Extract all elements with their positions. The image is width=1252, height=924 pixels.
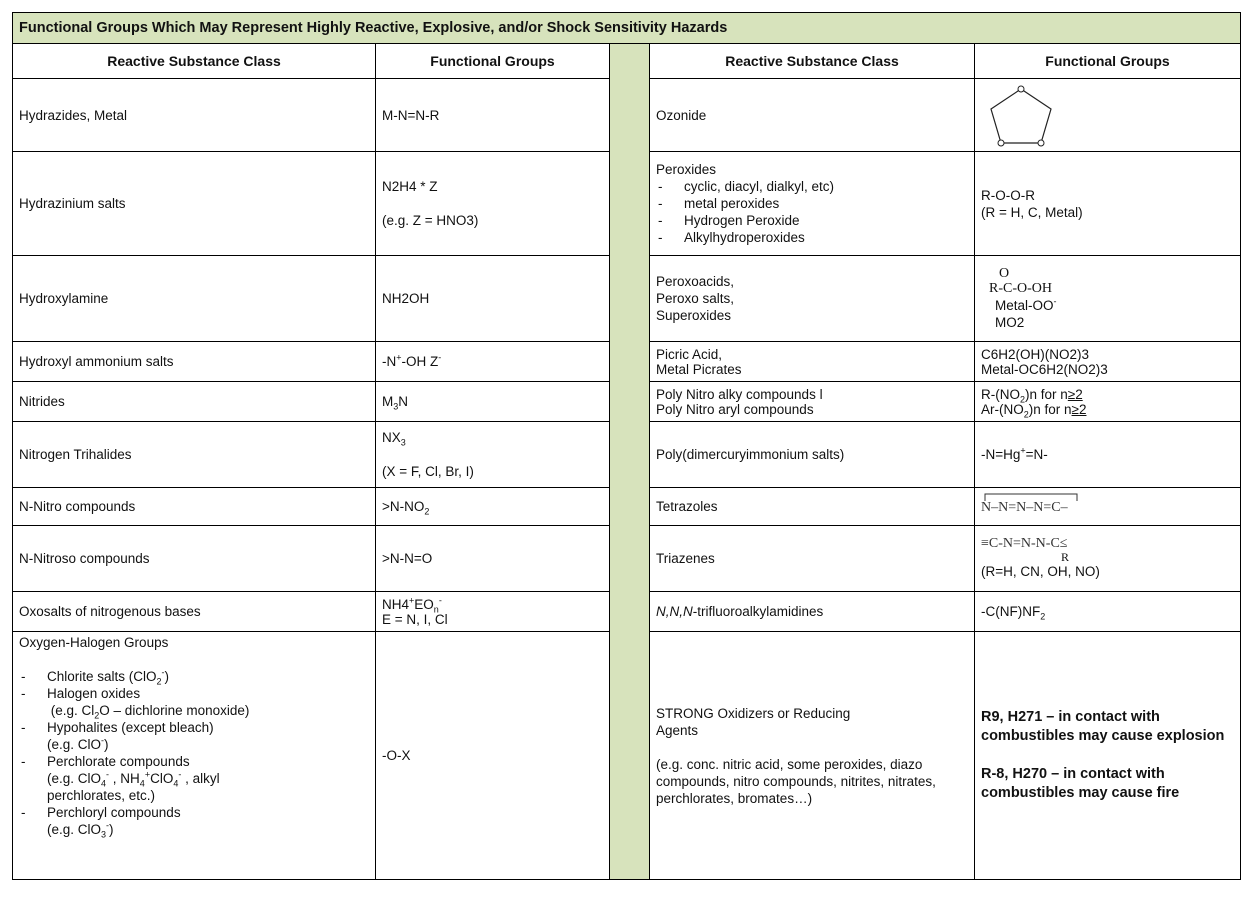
group-cell: -N=Hg+=N- (975, 422, 1241, 488)
subscript: 4 (101, 778, 107, 789)
class-line: Metal Picrates (656, 361, 742, 377)
hazard-table-container (12, 12, 1240, 880)
group-line: R-O-O-R (981, 187, 1035, 203)
class-cell: Poly(dimercuryimmonium salts) (650, 422, 975, 488)
subscript: 3 (101, 829, 107, 840)
group-line: $NH4^+EO_n^-$ (382, 595, 442, 615)
item-text: Perchloryl compounds (47, 805, 181, 820)
group-cell (975, 592, 1241, 632)
group-line (382, 429, 603, 446)
group-cell (975, 342, 1241, 382)
header-left-class: Reactive Substance Class (13, 44, 376, 79)
subscript: 2 (156, 676, 162, 687)
class-example: (e.g. conc. nitric acid, some peroxides, diazo compounds, nitro compounds, nitrites, nitrates, perchlorates, bromates…) (656, 756, 936, 806)
subscript: 4 (173, 778, 179, 789)
triazene-formula: ≡C-N=N-N-C≤ (981, 536, 1068, 551)
class-cell: N-Nitro compounds (13, 488, 376, 526)
group-text: M (382, 394, 394, 409)
group-text: =N- (1025, 447, 1048, 462)
group-cell (975, 256, 1241, 342)
item-text: ) (104, 737, 109, 752)
group-text: NH4 (382, 596, 410, 612)
triazene-r-group: R (1061, 550, 1070, 564)
class-cell: Triazenes (650, 526, 975, 592)
group-cell: -O-X (376, 632, 610, 880)
class-cell: Nitrogen Trihalides (13, 422, 376, 488)
group-cell: -N+-OH Z- (376, 342, 610, 382)
class-cell: Ozonide (650, 79, 975, 152)
group-line: N2H4 * Z (382, 179, 438, 194)
metal-superoxide: Metal-OO (995, 297, 1054, 313)
class-cell (650, 152, 975, 256)
group-text: ≥2 (1071, 401, 1087, 417)
class-cell: Tetrazoles (650, 488, 975, 526)
item-text: perchlorates, etc.) (47, 788, 156, 803)
group-text: -N=Hg (981, 447, 1021, 462)
item-text: (e.g. ClO (47, 771, 102, 786)
group-text: N–N=N–N=C– (981, 499, 1068, 515)
class-cell: Oxosalts of nitrogenous bases (13, 592, 376, 632)
header-right-groups: Functional Groups (975, 44, 1241, 79)
subscript: 2 (94, 710, 100, 721)
item-text: ClO (150, 771, 174, 786)
class-text: -trifluoroalkylamidines (692, 604, 824, 619)
ring-bond-line (983, 492, 1093, 502)
group-cell: NH2OH (376, 256, 610, 342)
group-line: (R=H, CN, OH, NO) (981, 564, 1100, 579)
table-title: Functional Groups Which May Represent Highly Reactive, Explosive, and/or Shock Sensitivity Hazards (13, 13, 1241, 44)
group-text: ≥2 (1067, 386, 1083, 402)
group-text: N (398, 394, 409, 409)
group-line: (e.g. Z = HNO3) (382, 213, 479, 228)
class-cell (650, 342, 975, 382)
class-cell: Hydroxyl ammonium salts (13, 342, 376, 382)
group-text: EO (414, 596, 434, 612)
list-item: - Alkylhydroperoxides (656, 229, 968, 246)
hazard-table (12, 12, 1241, 880)
class-line: Superoxides (656, 308, 732, 323)
item-text: , NH (109, 771, 140, 786)
group-line: (X = F, Cl, Br, I) (382, 464, 474, 479)
peroxyacid-formula: R-C-O-OH (989, 280, 1052, 296)
class-line: Picric Acid, (656, 346, 723, 362)
title-row (13, 13, 1241, 44)
class-line: Peroxoacids, (656, 274, 735, 289)
item-text: O – dichlorine monoxide) (99, 703, 250, 718)
class-cell: Nitrides (13, 382, 376, 422)
header-row (13, 44, 1241, 79)
group-line: $R-(NO_2)n$ for n≥2 (981, 386, 1083, 405)
item-text: Perchlorate compounds (47, 754, 190, 769)
list-item: - Hydrogen Peroxide (656, 212, 968, 229)
group-line: Metal-OO- (995, 296, 1057, 313)
subscript: 4 (139, 778, 145, 789)
item-text: Chlorite salts (ClO (47, 669, 157, 684)
list-item (19, 685, 369, 719)
group-text: -C(NF)NF (981, 604, 1041, 619)
group-cell (975, 152, 1241, 256)
item-text: Halogen oxides (47, 686, 141, 701)
list-item: - metal peroxides (656, 195, 968, 212)
ozonide-ring-structure (981, 79, 1061, 151)
class-cell: Hydrazinium salts (13, 152, 376, 256)
subscript: 3 (393, 401, 399, 412)
hazard-statement-explosion: R9, H271 – in contact with combustibles may cause explosion (981, 709, 1225, 744)
item-text: (e.g. ClO (47, 737, 102, 752)
group-text: -OH Z (401, 354, 439, 369)
class-line: Poly Nitro alky compounds l (656, 386, 823, 402)
class-line: Agents (656, 722, 699, 738)
class-line: STRONG Oxidizers or Reducing (656, 705, 851, 721)
subscript: 2 (1040, 611, 1046, 622)
group-cell (376, 592, 610, 632)
group-cell (975, 632, 1241, 880)
class-cell (650, 256, 975, 342)
group-line: Metal-OC6H2(NO2)3 (981, 361, 1108, 377)
group-text: R-(NO (981, 386, 1020, 402)
item-text: ) (164, 669, 170, 684)
group-line: MO2 (995, 314, 1025, 330)
class-line: Peroxo salts, (656, 291, 735, 306)
group-cell (975, 488, 1241, 526)
oxygen-halogen-list (19, 668, 369, 838)
class-text-italic: N,N,N (656, 604, 693, 619)
class-line: Poly Nitro aryl compounds (656, 401, 814, 417)
class-cell (650, 632, 975, 880)
separator-column (610, 44, 650, 880)
item-text: (e.g. Cl (50, 703, 95, 718)
item-text: ) (109, 822, 114, 837)
class-cell: Hydrazides, Metal (13, 79, 376, 152)
list-item: - cyclic, diacyl, dialkyl, etc) (656, 178, 968, 195)
class-cell (650, 592, 975, 632)
header-left-groups: Functional Groups (376, 44, 610, 79)
item-text: (e.g. ClO (47, 822, 102, 837)
class-cell (13, 632, 376, 880)
group-cell (376, 382, 610, 422)
class-cell: N-Nitroso compounds (13, 526, 376, 592)
peroxide-list (656, 178, 968, 246)
subscript: n (433, 604, 439, 615)
subscript: 3 (400, 437, 406, 448)
group-text: )n for n (1028, 401, 1072, 417)
class-cell: Hydroxylamine (13, 256, 376, 342)
group-cell (975, 79, 1241, 152)
class-heading: Oxygen-Halogen Groups (19, 635, 169, 650)
class-cell (650, 382, 975, 422)
carbonyl-oxygen: O (999, 265, 1010, 281)
list-item: - Perchloryl compounds (e.g. ClO$_3$-) (19, 804, 369, 838)
group-cell: M-N=N-R (376, 79, 610, 152)
group-cell: >N-N=O (376, 526, 610, 592)
group-line: $Ar-(NO_2)n$ for n≥2 (981, 401, 1087, 420)
group-text: )n for n (1025, 386, 1068, 402)
group-text: >N-NO (382, 499, 425, 514)
group-text: Ar-(NO (981, 401, 1024, 417)
list-item: - Hypohalites (except bleach) (e.g. ClO-) (19, 719, 369, 753)
group-text: -N (382, 354, 397, 369)
subscript: 2 (424, 506, 430, 517)
list-item: - Chlorite salts (ClO$_2$-) (19, 668, 369, 685)
tetrazole-formula (981, 499, 1068, 516)
group-cell (376, 422, 610, 488)
group-text: NX (382, 430, 401, 445)
group-cell (975, 526, 1241, 592)
group-line: C6H2(OH)(NO2)3 (981, 346, 1090, 362)
item-text: Hypohalites (except bleach) (47, 720, 214, 735)
group-cell (975, 382, 1241, 422)
group-line: E = N, I, Cl (382, 611, 448, 627)
group-cell (376, 152, 610, 256)
group-line: (R = H, C, Metal) (981, 204, 1083, 220)
class-heading: Peroxides (656, 162, 717, 177)
header-right-class: Reactive Substance Class (650, 44, 975, 79)
list-item: - Perchlorate compounds (e.g. ClO$_4$- , $NH_4^+ClO_4^-$ , alkyl perchlorates, etc.) (19, 753, 369, 804)
hazard-statement-fire: R-8, H270 – in contact with combustibles may cause fire (981, 766, 1180, 801)
item-text: , alkyl (181, 771, 220, 786)
group-cell (376, 488, 610, 526)
